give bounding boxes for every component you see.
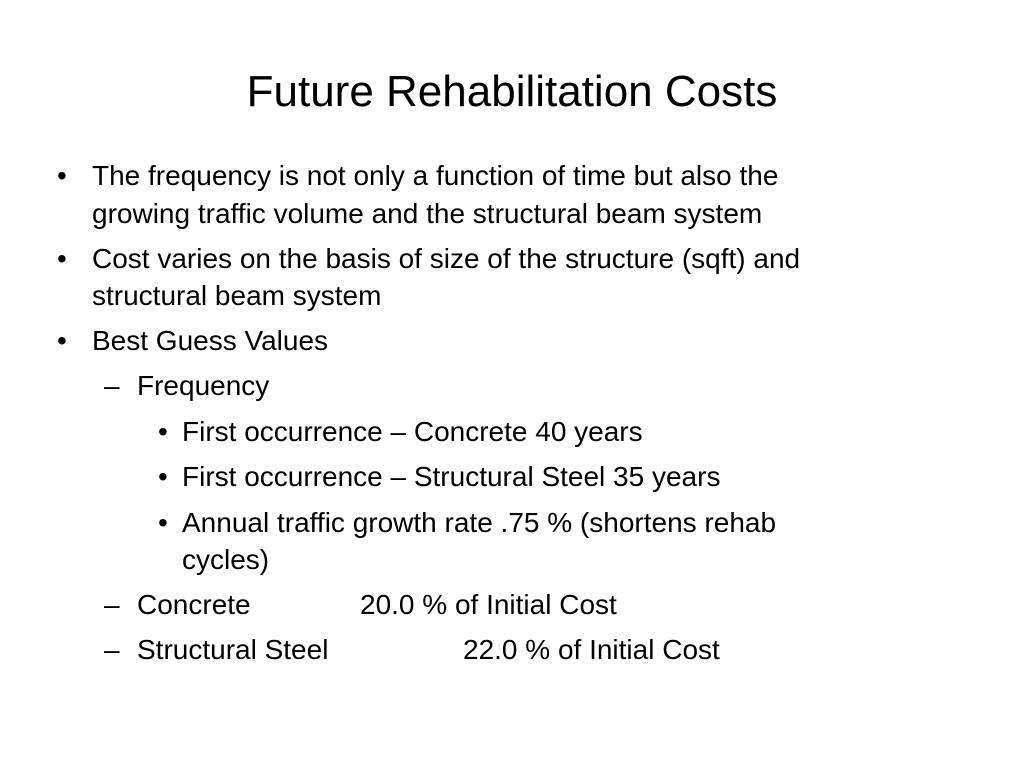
bullet-text: Best Guess Values: [92, 325, 329, 356]
cost-value: 20.0 % of Initial Cost: [360, 589, 617, 620]
cost-label: Structural Steel: [137, 634, 329, 665]
nested-bullet-text: First occurrence – Concrete 40 years: [182, 416, 643, 447]
bullet-marker: •: [158, 507, 168, 538]
dash-marker: –: [104, 589, 120, 620]
bullet-marker: •: [158, 416, 168, 447]
bullet-text: structural beam system: [92, 280, 382, 311]
bullet-marker: •: [57, 160, 67, 191]
bullet-marker: •: [57, 243, 67, 274]
nested-bullet-text: Annual traffic growth rate .75 % (shortens rehab: [182, 507, 777, 538]
bullet-text: growing traffic volume and the structural beam system: [92, 198, 763, 229]
sub-item-label: Frequency: [137, 370, 270, 401]
cost-label: Concrete: [137, 589, 251, 620]
bullet-text: Cost varies on the basis of size of the structure (sqft) and: [92, 243, 801, 274]
dash-marker: –: [104, 370, 120, 401]
bullet-marker: •: [57, 325, 67, 356]
bullet-marker: •: [158, 461, 168, 492]
dash-marker: –: [104, 634, 120, 665]
nested-bullet-text: cycles): [182, 544, 270, 575]
slide-title: Future Rehabilitation Costs: [246, 67, 778, 116]
bullet-text: The frequency is not only a function of time but also the: [92, 160, 779, 191]
cost-value: 22.0 % of Initial Cost: [463, 634, 720, 665]
nested-bullet-text: First occurrence – Structural Steel 35 years: [182, 461, 721, 492]
